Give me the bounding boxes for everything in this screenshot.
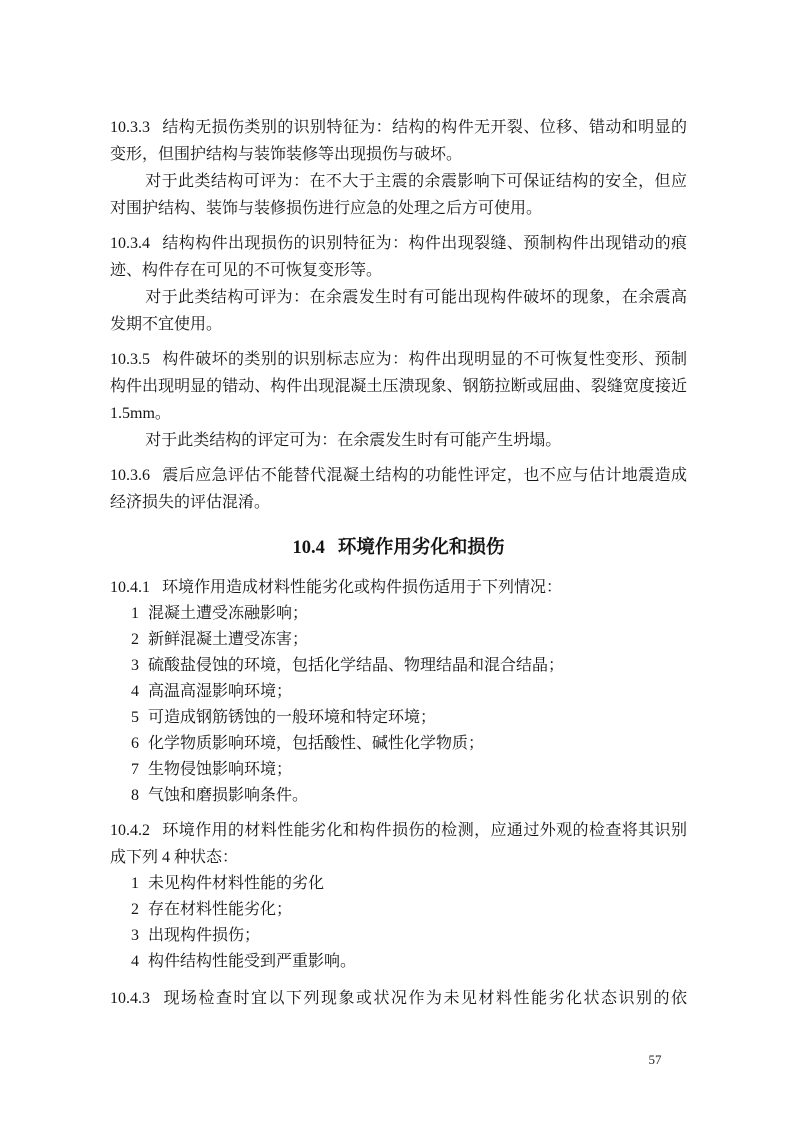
list-item: [131, 731, 687, 757]
list-item: [131, 871, 687, 897]
evaluation-paragraph: 对于此类结构可评为：在余震发生时有可能出现构件破坏的现象，在余震高发期不宜使用。: [110, 289, 687, 333]
clause-number: 10.3.3: [110, 119, 150, 136]
item-text: 存在材料性能劣化；: [148, 901, 293, 918]
clause-number: 10.4.2: [110, 822, 150, 839]
list-item: [131, 949, 687, 975]
clause-number: 10.4.3: [110, 990, 150, 1007]
evaluation-paragraph: 对于此类结构可评为：在不大于主震的余震影响下可保证结构的安全，但应对围护结构、装饰与装修损伤进行应急的处理之后方可使用。: [110, 173, 687, 217]
clause-number: 10.4.1: [110, 579, 150, 596]
item-number: 4: [131, 683, 139, 700]
item-number: 7: [131, 761, 139, 778]
list-item: [131, 757, 687, 783]
item-text: 未见构件材料性能的劣化: [148, 875, 325, 892]
list-item: [131, 627, 687, 653]
section-title: 环境作用劣化和损伤: [337, 538, 505, 558]
item-number: 4: [131, 953, 139, 970]
item-number: 3: [131, 657, 139, 674]
item-text: 生物侵蚀影响环境；: [148, 761, 293, 778]
clause-10-4-1: [110, 574, 687, 601]
item-text: 混凝土遭受冻融影响；: [148, 605, 309, 622]
list-item: [131, 679, 687, 705]
clause-text: 结构构件出现损伤的识别特征为：构件出现裂缝、预制构件出现错动的痕迹、构件存在可见的不可恢复变形等。: [110, 235, 687, 279]
clause-number: 10.3.4: [110, 235, 150, 252]
item-text: 高温高湿影响环境；: [148, 683, 293, 700]
item-number: 5: [131, 709, 139, 726]
item-text: 气蚀和磨损影响条件。: [148, 787, 309, 804]
list-item: [131, 923, 687, 949]
item-number: 6: [131, 735, 139, 752]
list-item: [131, 897, 687, 923]
clause-10-3-5: [110, 346, 687, 427]
state-list: [110, 871, 687, 975]
clause-10-3-4: [110, 230, 687, 284]
item-number: 2: [131, 901, 139, 918]
item-number: 3: [131, 927, 139, 944]
evaluation-paragraph: 对于此类结构的评定可为：在余震发生时有可能产生坍塌。: [145, 432, 562, 449]
list-item: [131, 653, 687, 679]
clause-text: 构件破坏的类别的识别标志应为：构件出现明显的不可恢复性变形、预制构件出现明显的错动、构件出现混凝土压溃现象、钢筋拉断或屈曲、裂缝宽度接近 1.5mm。: [110, 351, 687, 422]
clause-text: 结构无损伤类别的识别特征为：结构的构件无开裂、位移、错动和明显的变形，但围护结构与装饰装修等出现损伤与破坏。: [110, 119, 687, 163]
clause-10-3-6: [110, 462, 687, 516]
clause-text: 环境作用的材料性能劣化和构件损伤的检测，应通过外观的检查将其识别成下列 4 种状态：: [110, 822, 687, 866]
clause-10-4-3: [110, 985, 687, 1012]
item-text: 硫酸盐侵蚀的环境，包括化学结晶、物理结晶和混合结晶；: [148, 657, 565, 674]
item-text: 可造成钢筋锈蚀的一般环境和特定环境；: [148, 709, 437, 726]
item-text: 新鲜混凝土遭受冻害；: [148, 631, 309, 648]
item-number: 2: [131, 631, 139, 648]
list-item: [131, 601, 687, 627]
page-content: [110, 114, 687, 1012]
item-text: 化学物质影响环境，包括酸性、碱性化学物质；: [148, 735, 485, 752]
section-heading-10-4: [110, 534, 687, 562]
list-item: [131, 705, 687, 731]
item-number: 1: [131, 605, 139, 622]
condition-list: [110, 601, 687, 809]
section-number: 10.4: [292, 538, 325, 558]
clause-text: 现场检查时宜以下列现象或状况作为未见材料性能劣化状态识别的依: [162, 990, 687, 1007]
item-text: 构件结构性能受到严重影响。: [148, 953, 357, 970]
clause-10-4-2: [110, 817, 687, 871]
item-number: 1: [131, 875, 139, 892]
clause-10-3-3: [110, 114, 687, 168]
page-number: 57: [648, 1052, 662, 1067]
clause-text: 震后应急评估不能替代混凝土结构的功能性评定，也不应与估计地震造成经济损失的评估混淆。: [110, 467, 687, 511]
item-text: 出现构件损伤；: [148, 927, 261, 944]
clause-number: 10.3.6: [110, 467, 150, 484]
list-item: [131, 783, 687, 809]
clause-number: 10.3.5: [110, 351, 150, 368]
item-number: 8: [131, 787, 139, 804]
clause-text: 环境作用造成材料性能劣化或构件损伤适用于下列情况：: [162, 579, 563, 596]
